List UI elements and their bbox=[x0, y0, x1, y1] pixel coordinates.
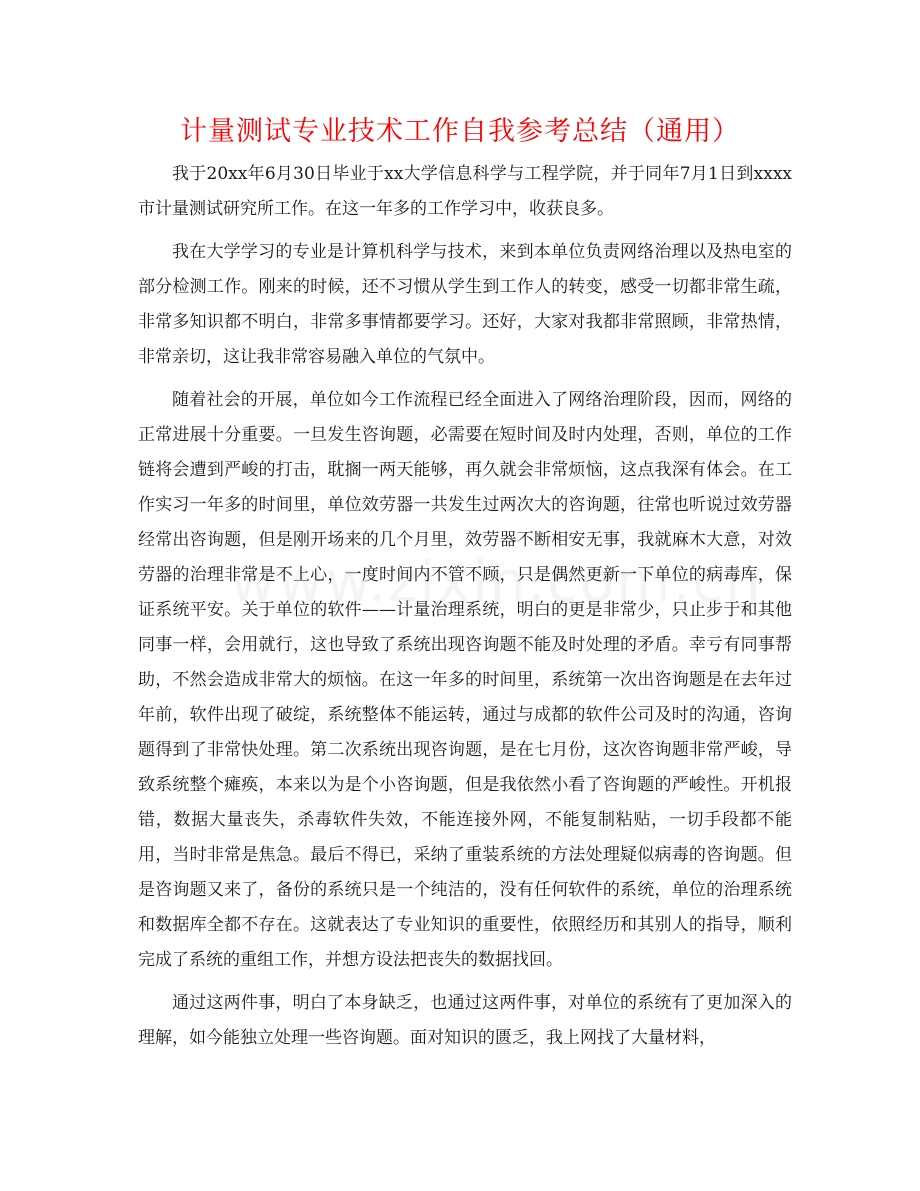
paragraph-4: 通过这两件事，明白了本身缺乏，也通过这两件事，对单位的系统有了更加深入的理解，如今能独立处理一些咨询题。面对知识的匮乏，我上网找了大量材料， bbox=[138, 993, 792, 1048]
paragraph-2: 我在大学学习的专业是计算机科学与技术，来到本单位负责网络治理以及热电室的部分检测工作。刚来的时候，还不习惯从学生到工作人的转变，感受一切都非常生疏，非常多知识都不明白，非常多事情都要学习。还好，大家对我都非常照顾，非常热情，非常亲切，这让我非常容易融入单位的气氛中。 bbox=[138, 242, 792, 367]
paragraph-3: 随着社会的开展，单位如今工作流程已经全面进入了网络治理阶段，因而，网络的正常进展十分重要。一旦发生咨询题，必需要在短时间及时内处理，否则，单位的工作链将会遭到严峻的打击，耽搁一两天能够，再久就会非常烦恼，这点我深有体会。在工作实习一年多的时间里，单位效劳器一共发生过两次大的咨询题，往常也听说过效劳器经常出咨询题，但是刚开场来的几个月里，效劳器不断相安无事，我就麻木大意，对效劳器的治理非常是不上心，一度时间内不管不顾，只是偶然更新一下单位的病毒库，保证系统平安。关于单位的软件——计量治理系统，明白的更是非常少，只止步于和其他同事一样，会用就行，这也导致了系统出现咨询题不能及时处理的矛盾。幸亏有同事帮助，不然会造成非常大的烦恼。在这一年多的时间里，系统第一次出咨询题是在去年过年前，软件出现了破绽，系统整体不能运转，通过与成都的软件公司及时的沟通，咨询题得到了非常快处理。第二次系统出现咨询题，是在七月份，这次咨询题非常严峻，导致系统整个瘫痪，本来以为是个小咨询题，但是我依然小看了咨询题的严峻性。开机报错，数据大量丧失，杀毒软件失效，不能连接外网，不能复制粘贴，一切手段都不能用，当时非常是焦急。最后不得已，采纳了重装系统的方法处理疑似病毒的咨询题。但是咨询题又来了，备份的系统只是一个纯洁的，没有任何软件的系统，单位的治理系统和数据库全都不存在。这就表达了专业知识的重要性，依照经历和其别人的指导，顺利完成了系统的重组工作，并想方设法把丧失的数据找回。 bbox=[138, 390, 792, 970]
paragraph-1: 我于20xx年6月30日毕业于xx大学信息科学与工程学院，并于同年7月1日到xxxx市计量测试研究所工作。在这一年多的工作学习中，收获良多。 bbox=[138, 164, 792, 219]
document-body bbox=[138, 157, 792, 1064]
document-title: 计量测试专业技术工作自我参考总结（通用） bbox=[180, 116, 740, 147]
